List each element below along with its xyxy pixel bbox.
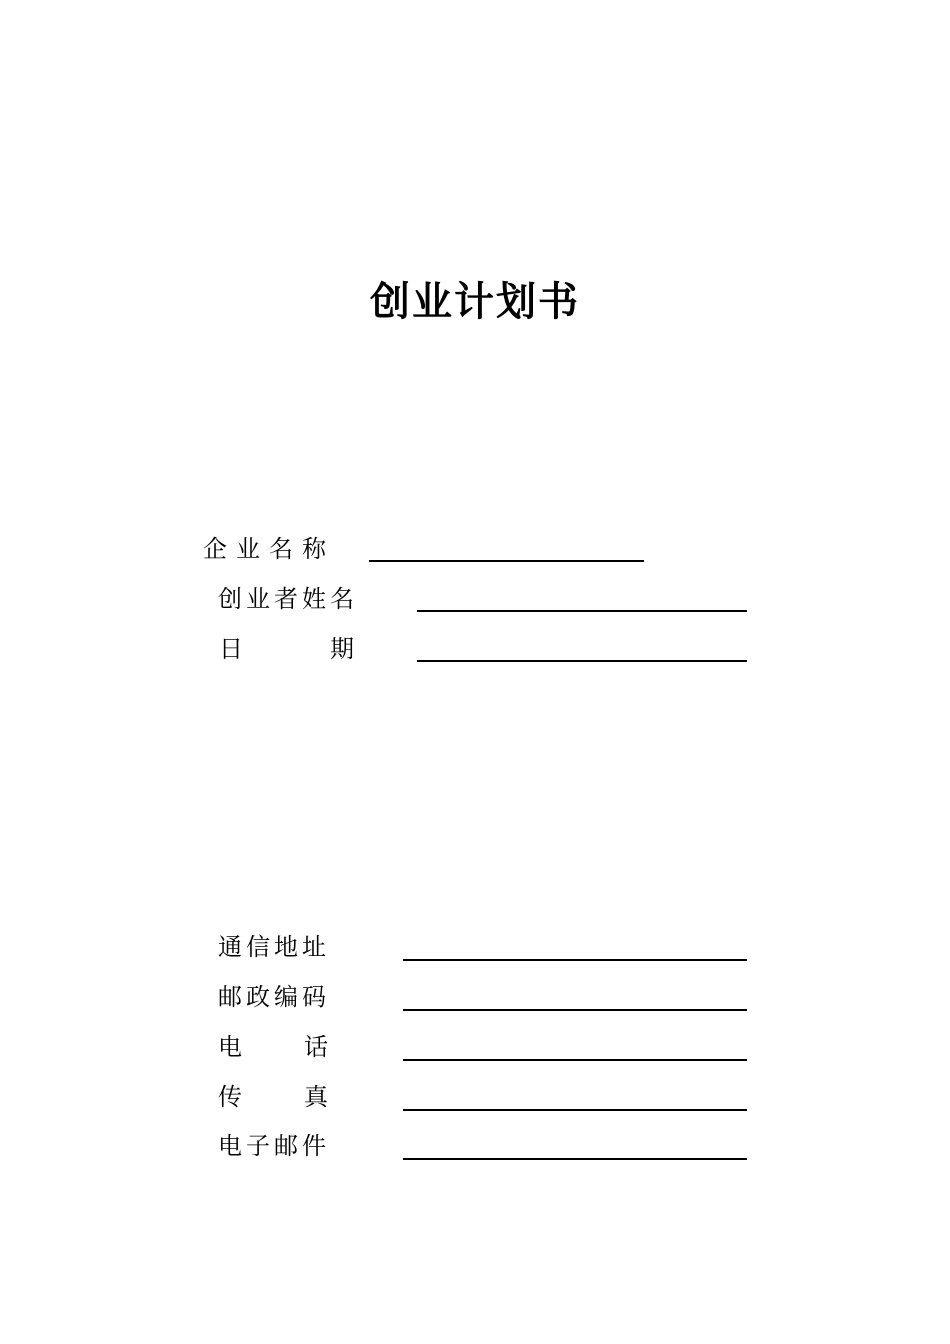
- founder-name-label: 创业者姓名: [218, 585, 358, 613]
- postal-code-field[interactable]: [403, 1009, 747, 1011]
- postal-code-label: 邮政编码: [218, 983, 330, 1011]
- date-field[interactable]: [417, 660, 747, 662]
- company-name-label: 企业名称: [203, 535, 335, 563]
- date-label: 日期: [219, 635, 441, 663]
- fax-label: 传真: [218, 1083, 390, 1111]
- document-title: 创业计划书: [370, 278, 580, 325]
- phone-label: 电话: [218, 1033, 390, 1061]
- email-field[interactable]: [403, 1158, 747, 1160]
- mailing-address-field[interactable]: [403, 959, 747, 961]
- founder-name-field[interactable]: [417, 610, 747, 612]
- fax-field[interactable]: [403, 1109, 747, 1111]
- mailing-address-label: 通信地址: [218, 933, 330, 961]
- phone-field[interactable]: [403, 1059, 747, 1061]
- company-name-field[interactable]: [369, 560, 644, 562]
- email-label: 电子邮件: [218, 1132, 330, 1160]
